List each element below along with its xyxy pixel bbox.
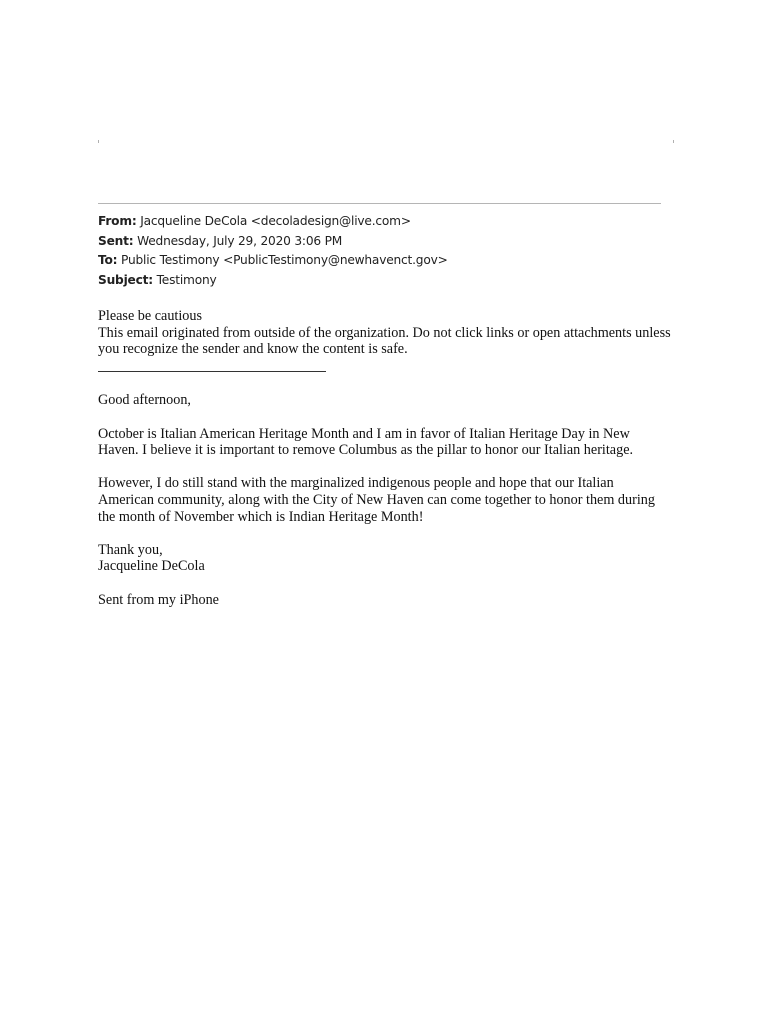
subject-row	[98, 271, 448, 291]
corner-mark-left	[98, 140, 99, 143]
email-body	[98, 308, 678, 608]
subject-value: Testimony	[156, 272, 217, 287]
to-row	[98, 251, 448, 271]
paragraph-2-line-3: the month of November which is Indian Heritage Month!	[98, 508, 424, 525]
paragraph-1-line-1: October is Italian American Heritage Month and I am in favor of Italian Heritage Day in New	[98, 425, 630, 442]
sent-label: Sent:	[98, 233, 134, 248]
sent-value: Wednesday, July 29, 2020 3:06 PM	[137, 233, 343, 248]
caution-title: Please be cautious	[98, 308, 203, 324]
from-value: Jacqueline DeCola <decoladesign@live.com>	[140, 214, 411, 228]
from-row	[98, 212, 448, 232]
paragraph-2-line-2: American community, along with the City of New Haven can come together to honor them during	[98, 491, 655, 508]
greeting: Good afternoon,	[98, 392, 191, 409]
to-value: Public Testimony <PublicTestimony@newhavenct.gov>	[121, 253, 448, 267]
caution-separator	[98, 371, 326, 372]
caution-text-line-1: This email originated from outside of the organization. Do not click links or open attachments unless	[98, 324, 671, 341]
paragraph-2-line-1: However, I do still stand with the marginalized indigenous people and hope that our Italian	[98, 475, 614, 492]
sent-row	[98, 232, 448, 252]
email-headers	[98, 212, 448, 290]
to-label: To:	[98, 253, 118, 267]
caution-text-line-2: you recognize the sender and know the content is safe.	[98, 341, 408, 358]
corner-mark-right	[673, 140, 674, 143]
from-label: From:	[98, 214, 137, 228]
signature: Jacqueline DeCola	[98, 558, 205, 575]
paragraph-1-line-2: Haven. I believe it is important to remove Columbus as the pillar to honor our Italian heritage.	[98, 442, 634, 459]
subject-label: Subject:	[98, 272, 153, 287]
header-divider	[98, 203, 661, 204]
closing: Thank you,	[98, 541, 163, 558]
sent-from: Sent from my iPhone	[98, 591, 219, 608]
